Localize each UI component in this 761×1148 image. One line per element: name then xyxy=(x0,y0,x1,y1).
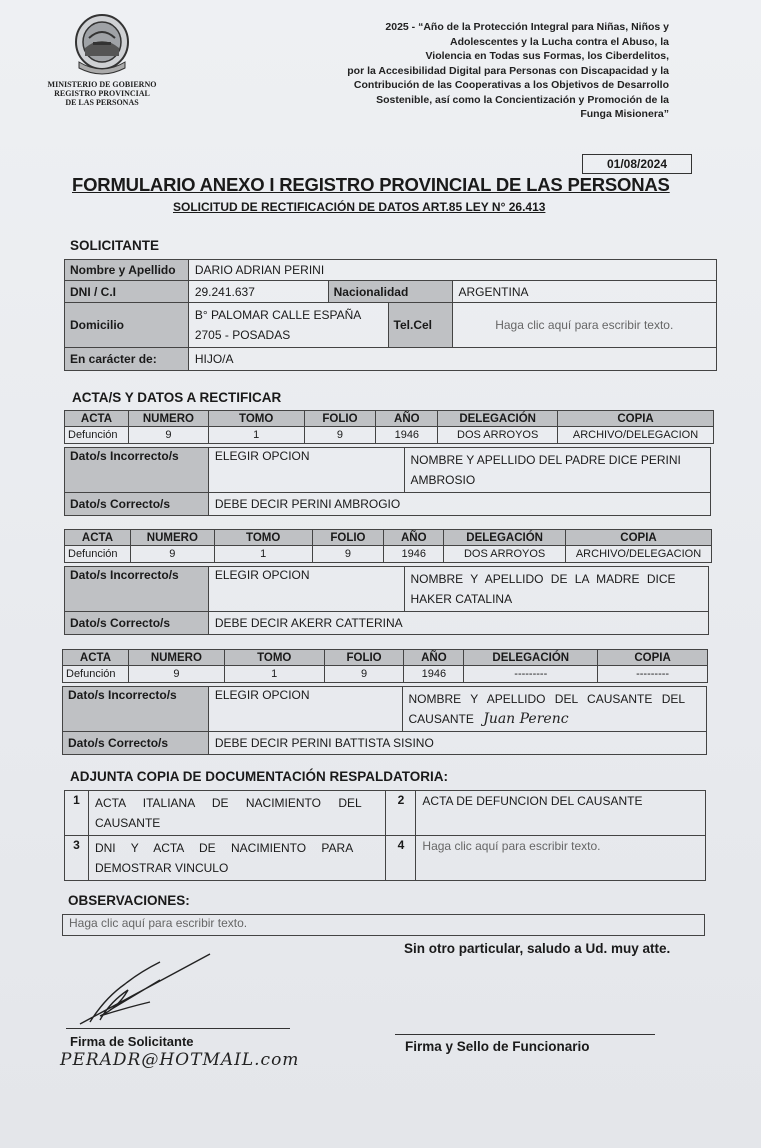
folio-cell[interactable]: 9 xyxy=(324,666,404,683)
ministry-line-1: MINISTERIO DE GOBIERNO xyxy=(47,80,157,89)
anio-cell[interactable]: 1946 xyxy=(404,666,464,683)
handwritten-email: PERADR@HOTMAIL.com xyxy=(60,1050,300,1070)
incorrect-line-wrap xyxy=(409,709,700,729)
correct-field[interactable]: DEBE DECIR PERINI AMBROGIO xyxy=(208,493,710,516)
col-delegacion: DELEGACIÓN xyxy=(444,530,566,546)
incorrect-label: Dato/s Incorrecto/s xyxy=(63,687,209,732)
correct-field[interactable]: DEBE DECIR PERINI BATTISTA SISINO xyxy=(208,732,706,755)
nacionalidad-label: Nacionalidad xyxy=(328,281,452,303)
incorrect-field[interactable] xyxy=(402,687,706,732)
adjunta-line: CAUSANTE xyxy=(94,816,161,830)
col-delegacion: DELEGACIÓN xyxy=(464,650,598,666)
form-subtitle: SOLICITUD DE RECTIFICACIÓN DE DATOS ART.85 LEY N° 26.413 xyxy=(173,200,546,214)
name-field[interactable]: DARIO ADRIAN PERINI xyxy=(188,260,716,281)
tomo-cell[interactable]: 1 xyxy=(208,427,304,444)
caracter-label: En carácter de: xyxy=(65,348,189,371)
adjunta-num: 3 xyxy=(65,836,89,881)
signature-line-solicitante xyxy=(66,1028,290,1029)
tomo-cell[interactable]: 1 xyxy=(214,546,312,563)
opcion-select[interactable]: ELEGIR OPCION xyxy=(208,687,402,732)
domicilio-line: B° PALOMAR CALLE ESPAÑA xyxy=(194,308,362,322)
year-motto xyxy=(289,20,669,122)
observaciones-heading: OBSERVACIONES: xyxy=(68,893,190,908)
incorrect-field[interactable] xyxy=(404,567,708,612)
col-copia: COPIA xyxy=(566,530,712,546)
acta-detail-1 xyxy=(64,447,711,516)
col-acta: ACTA xyxy=(65,530,131,546)
observaciones-field[interactable]: Haga clic aquí para escribir texto. xyxy=(62,914,705,936)
domicilio-field[interactable] xyxy=(188,303,388,348)
incorrect-line: AMBROSIO xyxy=(410,473,476,487)
folio-cell[interactable]: 9 xyxy=(312,546,384,563)
acta-cell[interactable]: Defunción xyxy=(65,546,131,563)
incorrect-line: NOMBRE Y APELLIDO DEL CAUSANTE DEL xyxy=(408,692,686,706)
acta-detail-2 xyxy=(64,566,709,635)
adjunta-item[interactable]: Haga clic aquí para escribir texto. xyxy=(416,836,706,881)
signature-mark xyxy=(70,950,220,1030)
domicilio-label: Domicilio xyxy=(65,303,189,348)
incorrect-line: NOMBRE Y APELLIDO DE LA MADRE DICE xyxy=(410,572,676,586)
handwritten-name: Juan Perenc xyxy=(483,711,569,727)
adjunta-line: DEMOSTRAR VINCULO xyxy=(94,861,229,875)
col-folio: FOLIO xyxy=(304,411,376,427)
correct-label: Dato/s Correcto/s xyxy=(63,732,209,755)
motto-line: Contribución de las Cooperativas a los Objetivos de Desarrollo xyxy=(353,79,669,91)
incorrect-label: Dato/s Incorrecto/s xyxy=(65,448,209,493)
col-numero: NUMERO xyxy=(128,411,208,427)
date-field[interactable]: 01/08/2024 xyxy=(582,154,692,174)
motto-line: Funga Misionera” xyxy=(580,108,669,120)
adjunta-item[interactable]: ACTA DE DEFUNCION DEL CAUSANTE xyxy=(416,791,706,836)
incorrect-label: Dato/s Incorrecto/s xyxy=(65,567,209,612)
solicitante-heading: SOLICITANTE xyxy=(70,238,159,253)
motto-line: por la Accesibilidad Digital para Personas con Discapacidad y la xyxy=(347,64,669,77)
opcion-select[interactable]: ELEGIR OPCION xyxy=(208,448,404,493)
numero-cell[interactable]: 9 xyxy=(128,666,224,683)
numero-cell[interactable]: 9 xyxy=(128,427,208,444)
incorrect-line: NOMBRE Y APELLIDO DEL PADRE DICE PERINI xyxy=(410,453,681,467)
province-seal-icon xyxy=(71,12,133,78)
col-folio: FOLIO xyxy=(324,650,404,666)
form-title: FORMULARIO ANEXO I REGISTRO PROVINCIAL DE LAS PERSONAS xyxy=(72,174,670,195)
tel-field[interactable]: Haga clic aquí para escribir texto. xyxy=(452,303,717,348)
tomo-cell[interactable]: 1 xyxy=(224,666,324,683)
actas-heading: ACTA/S Y DATOS A RECTIFICAR xyxy=(72,390,282,405)
col-tomo: TOMO xyxy=(208,411,304,427)
adjunta-num: 4 xyxy=(386,836,416,881)
col-copia: COPIA xyxy=(598,650,708,666)
numero-cell[interactable]: 9 xyxy=(130,546,214,563)
ministry-line-3: DE LAS PERSONAS xyxy=(65,98,139,107)
signature-line-funcionario xyxy=(395,1034,655,1035)
col-anio: AÑO xyxy=(376,411,438,427)
col-numero: NUMERO xyxy=(128,650,224,666)
col-acta: ACTA xyxy=(65,411,129,427)
ministry-logo-block xyxy=(40,12,164,107)
nacionalidad-field[interactable]: ARGENTINA xyxy=(452,281,717,303)
dni-label: DNI / C.I xyxy=(65,281,189,303)
incorrect-field[interactable] xyxy=(404,448,710,493)
closing-text: Sin otro particular, saludo a Ud. muy atte. xyxy=(404,941,671,956)
correct-label: Dato/s Correcto/s xyxy=(65,493,209,516)
col-delegacion: DELEGACIÓN xyxy=(438,411,558,427)
caracter-field[interactable]: HIJO/A xyxy=(188,348,716,371)
opcion-select[interactable]: ELEGIR OPCION xyxy=(208,567,404,612)
delegacion-cell[interactable]: DOS ARROYOS xyxy=(438,427,558,444)
col-numero: NUMERO xyxy=(130,530,214,546)
correct-field[interactable]: DEBE DECIR AKERR CATTERINA xyxy=(208,612,708,635)
delegacion-cell[interactable]: --------- xyxy=(464,666,598,683)
adjunta-table xyxy=(64,790,706,881)
acta-cell[interactable]: Defunción xyxy=(65,427,129,444)
copia-cell[interactable]: --------- xyxy=(598,666,708,683)
adjunta-line: ACTA ITALIANA DE NACIMIENTO DEL xyxy=(94,796,362,810)
acta-table-2 xyxy=(64,529,712,563)
name-label: Nombre y Apellido xyxy=(65,260,189,281)
col-tomo: TOMO xyxy=(224,650,324,666)
solicitante-table xyxy=(64,259,717,371)
anio-cell[interactable]: 1946 xyxy=(376,427,438,444)
tel-label: Tel.Cel xyxy=(388,303,452,348)
col-anio: AÑO xyxy=(404,650,464,666)
motto-line: Violencia en Todas sus Formas, los Ciberdelitos, xyxy=(425,50,669,62)
acta-detail-3 xyxy=(62,686,707,755)
firma-solicitante-label: Firma de Solicitante xyxy=(70,1034,194,1049)
adjunta-item[interactable] xyxy=(88,791,386,836)
motto-line: Adolescentes y la Lucha contra el Abuso, la xyxy=(449,35,669,48)
col-anio: AÑO xyxy=(384,530,444,546)
firma-funcionario-label: Firma y Sello de Funcionario xyxy=(405,1039,590,1054)
delegacion-cell[interactable]: DOS ARROYOS xyxy=(444,546,566,563)
dni-field[interactable]: 29.241.637 xyxy=(188,281,328,303)
col-folio: FOLIO xyxy=(312,530,384,546)
copia-cell[interactable]: ARCHIVO/DELEGACION xyxy=(566,546,712,563)
adjunta-num: 2 xyxy=(386,791,416,836)
ministry-line-2: REGISTRO PROVINCIAL xyxy=(54,89,150,98)
acta-table-3 xyxy=(62,649,708,683)
motto-line: Sostenible, así como la Concientización y Promoción de la xyxy=(376,93,669,106)
acta-cell[interactable]: Defunción xyxy=(63,666,129,683)
copia-cell[interactable]: ARCHIVO/DELEGACION xyxy=(558,427,714,444)
incorrect-line: CAUSANTE xyxy=(408,712,474,726)
adjunta-line: DNI Y ACTA DE NACIMIENTO PARA xyxy=(94,841,354,855)
incorrect-line: HAKER CATALINA xyxy=(410,592,513,606)
acta-table-1 xyxy=(64,410,714,444)
adjunta-heading: ADJUNTA COPIA DE DOCUMENTACIÓN RESPALDATORIA: xyxy=(70,769,448,784)
anio-cell[interactable]: 1946 xyxy=(384,546,444,563)
col-tomo: TOMO xyxy=(214,530,312,546)
domicilio-line: 2705 - POSADAS xyxy=(194,328,291,342)
col-copia: COPIA xyxy=(558,411,714,427)
col-acta: ACTA xyxy=(63,650,129,666)
correct-label: Dato/s Correcto/s xyxy=(65,612,209,635)
folio-cell[interactable]: 9 xyxy=(304,427,376,444)
adjunta-num: 1 xyxy=(65,791,89,836)
motto-line: 2025 - “Año de la Protección Integral para Niñas, Niños y xyxy=(385,21,669,33)
adjunta-item[interactable] xyxy=(88,836,386,881)
